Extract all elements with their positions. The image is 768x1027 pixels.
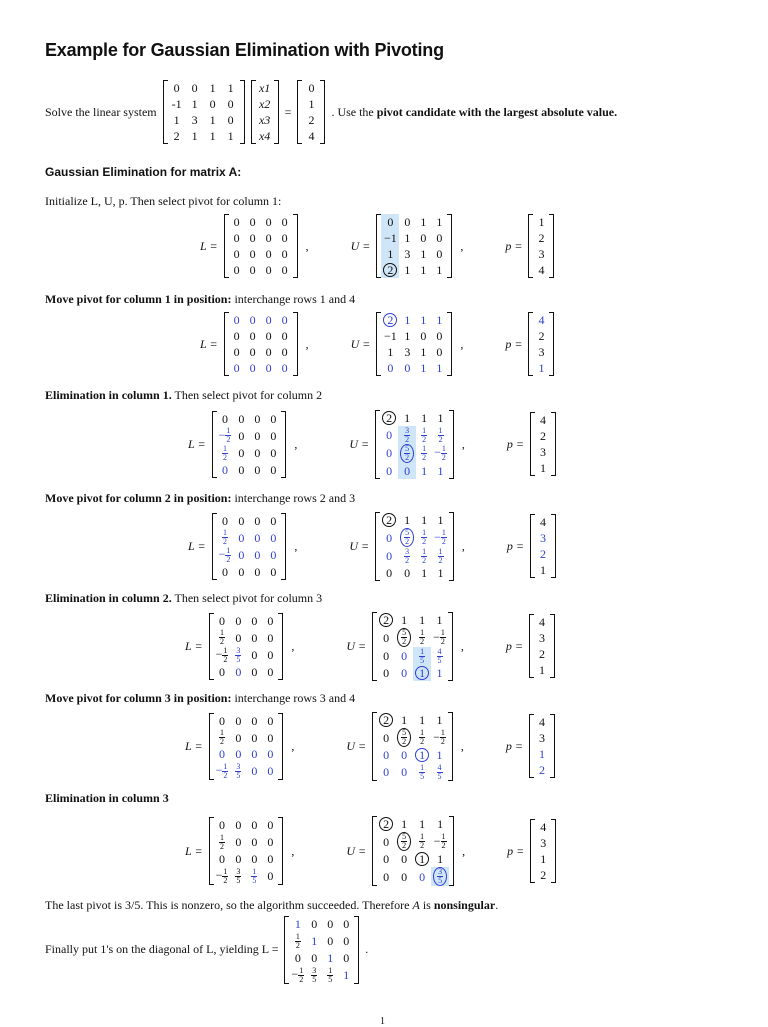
step-heading-1: Move pivot for column 1 in position: interchange rows 1 and 4 (45, 292, 356, 306)
problem-suffix-bold: pivot candidate with the largest absolute value. (376, 104, 618, 119)
section-heading: Gaussian Elimination for matrix A: (45, 165, 242, 179)
vector-b (297, 80, 325, 144)
matrix-A (163, 80, 245, 144)
step-heading-2: Elimination in column 1. Then select pivot for column 2 (45, 388, 323, 402)
final-text: Finally put 1's on the diagonal of L, yielding L = (45, 942, 279, 957)
step-2-matrices: L = 0 0 0 0 − $\frac{1}{2}$ 0 0 0 $\frac{1}{2}$ 0 0 0 0 0 0 0 , U = 2 1 1 1 0 $\frac{3}{2}$ $\frac{1}{2}$ $\frac{1}{2}$ 0 $\frac{5}{2}$ $\frac{1}{2}$ − $\frac{1}{2}$ 0 0 1 1 , p = 4 2 3 1 (188, 410, 556, 479)
step-6-matrices: L = 0 0 0 0 $\frac{1}{2}$ 0 0 0 0 0 0 0 − $\frac{1}{2}$ $\frac{3}{5}$ $\frac{1}{5}$ 0 , U = 2 1 1 1 0 $\frac{5}{2}$ $\frac{1}{2}$ − $\frac{1}{2}$ 0 0 1 1 0 0 0 $\frac{3}{5}$ , p = 4 3 1 2 (185, 816, 556, 886)
page-number: 1 (380, 1016, 385, 1027)
vector-x (251, 80, 279, 144)
step-heading-5: Move pivot for column 3 in position: interchange rows 3 and 4 (45, 691, 356, 705)
final-L: Finally put 1's on the diagonal of L, yielding L = 1 0 0 0 $\frac{1}{2}$ 1 0 0 0 0 1 0 − $\frac{1}{2}$ $\frac{3}{5}$ $\frac{1}{5}$ 1 . (45, 917, 369, 984)
step-heading-3: Move pivot for column 2 in position: interchange rows 2 and 3 (45, 491, 356, 505)
problem-prefix: Solve the linear system (45, 104, 157, 119)
page-title: Example for Gaussian Elimination with Pivoting (45, 40, 444, 60)
step-5-matrices: L = 0 0 0 0 $\frac{1}{2}$ 0 0 0 0 0 0 0 − $\frac{1}{2}$ $\frac{3}{5}$ 0 0 , U = 2 1 1 1 0 $\frac{5}{2}$ $\frac{1}{2}$ − $\frac{1}{2}$ 0 0 1 1 0 0 $\frac{1}{5}$ $\frac{4}{5}$ , p = 4 3 1 2 (185, 712, 555, 781)
problem-suffix: . Use the (331, 104, 377, 119)
final-L-matrix: 1 0 0 0 $\frac{1}{2}$ 1 0 0 0 0 1 0 − $\frac{1}{2}$ $\frac{3}{5}$ $\frac{1}{5}$ 1 (284, 916, 359, 984)
step-heading-0: Initialize L, U, p. Then select pivot for column 1: (45, 194, 282, 208)
matrix-A-table: 0 0 1 1 -1 1 0 0 1 3 1 0 2 1 1 1 (171, 81, 234, 143)
vector-b-table: 0 1 2 4 (308, 81, 315, 143)
step-heading-6: Elimination in column 3 (45, 791, 169, 805)
step-heading-4: Elimination in column 2. Then select pivot for column 3 (45, 591, 323, 605)
vector-x-table: x1 x2 x3 x4 (258, 81, 271, 143)
step-4-matrices: L = 0 0 0 0 $\frac{1}{2}$ 0 0 0 − $\frac{1}{2}$ $\frac{3}{5}$ 0 0 0 0 0 0 , U = 2 1 1 1 0 $\frac{5}{2}$ $\frac{1}{2}$ − $\frac{1}{2}$ 0 0 $\frac{1}{5}$ $\frac{4}{5}$ 0 0 1 1 , p = 4 3 2 1 (185, 612, 555, 681)
conclusion: The last pivot is 3/5. This is nonzero, so the algorithm succeeded. Therefore A is nonsingular. (45, 898, 499, 912)
step-0-matrices: L = 0 0 0 0 0 0 0 0 0 0 0 0 0 0 0 0 , U = 0 0 1 1 −1 1 0 0 1 3 1 0 2 1 1 1 , p = 1 2 3 4 (200, 214, 554, 278)
step-1-matrices: L = 0 0 0 0 0 0 0 0 0 0 0 0 0 0 0 0 , U = 2 1 1 1 −1 1 0 0 1 3 1 0 0 0 1 1 , p = 4 2 3 1 (200, 312, 554, 376)
problem-statement: Solve the linear system 0 0 1 1 -1 1 0 0 1 3 1 0 2 1 1 1 x1 x2 x3 x4 = 0 1 2 4 . Use the pivot candidate with the largest absolute value. (45, 81, 618, 143)
step-3-matrices: L = 0 0 0 0 $\frac{1}{2}$ 0 0 0 − $\frac{1}{2}$ 0 0 0 0 0 0 0 , U = 2 1 1 1 0 $\frac{5}{2}$ $\frac{1}{2}$ − $\frac{1}{2}$ 0 $\frac{3}{2}$ $\frac{1}{2}$ $\frac{1}{2}$ 0 0 1 1 , p = 4 3 2 1 (188, 512, 556, 581)
